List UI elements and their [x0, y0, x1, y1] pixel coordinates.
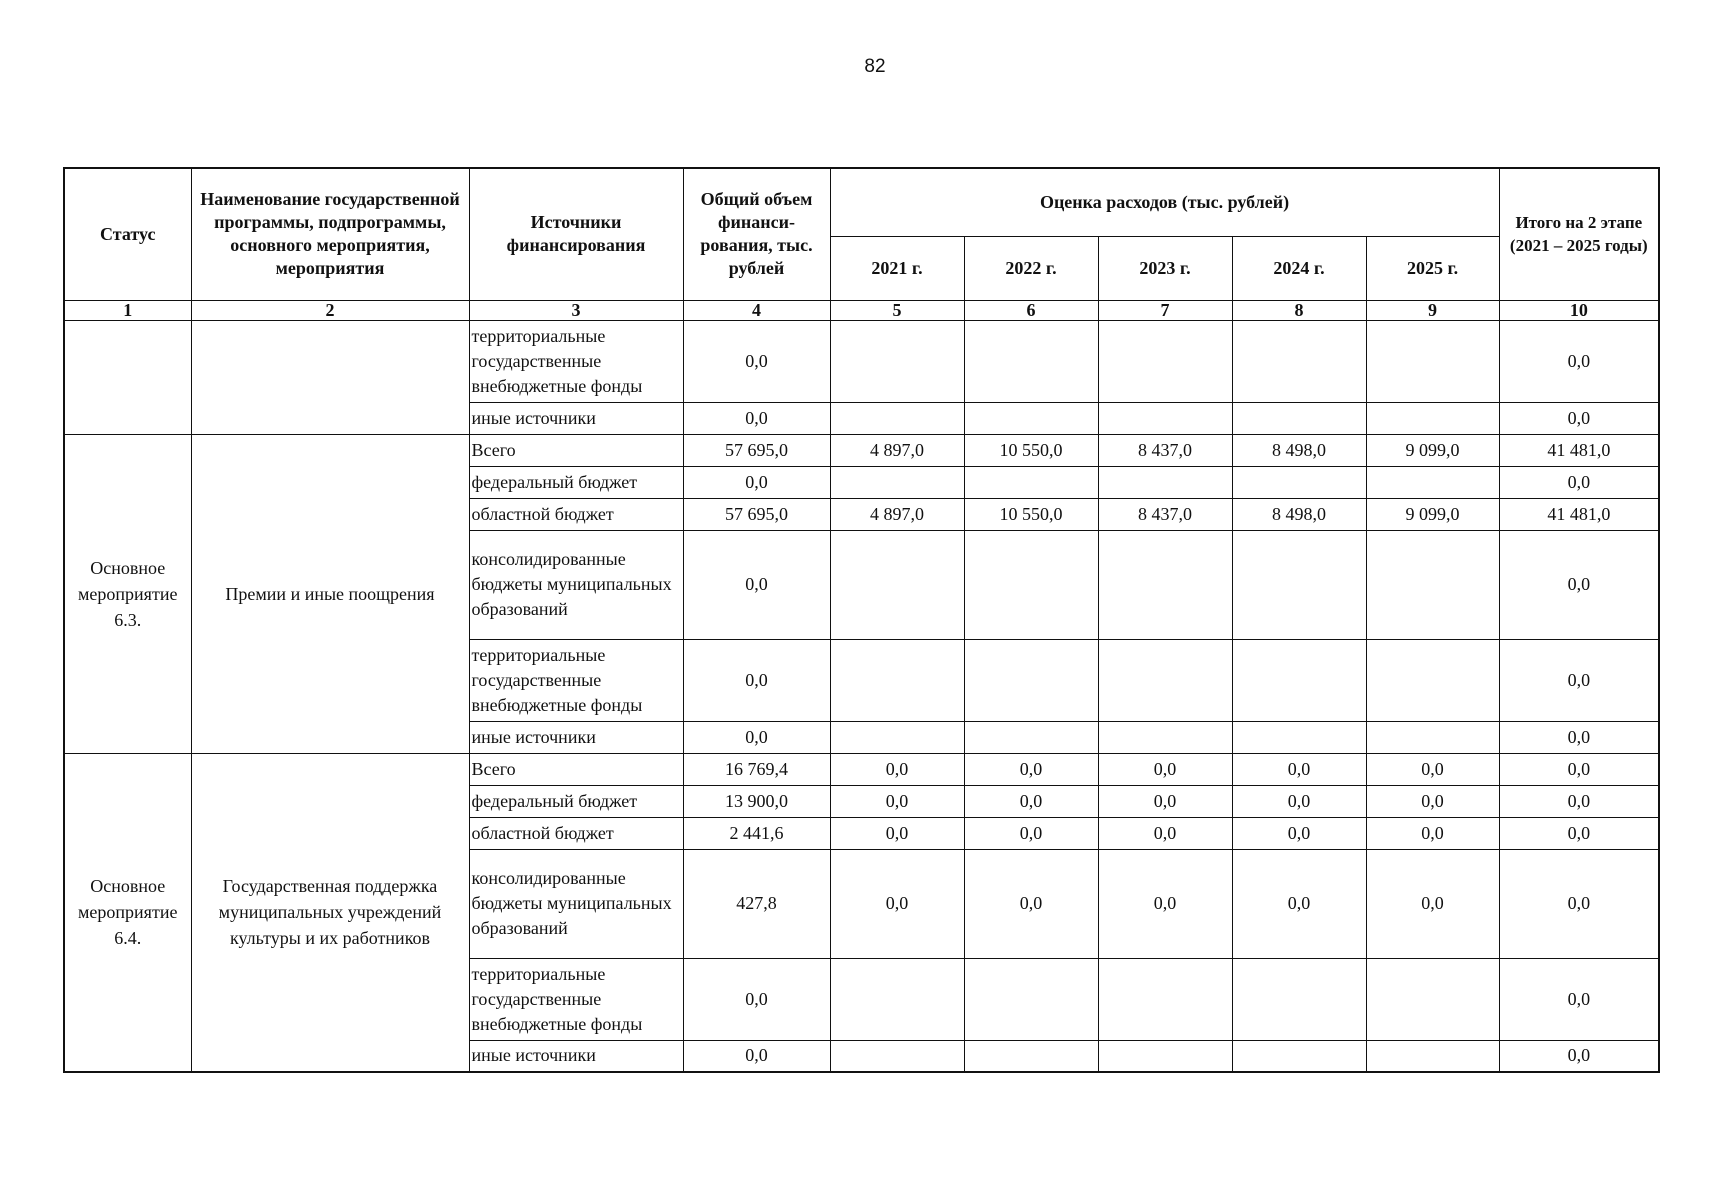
header-year: 2023 г.	[1098, 236, 1232, 300]
column-number: 8	[1232, 300, 1366, 320]
year-cell: 0,0	[964, 785, 1098, 817]
stage-total-cell: 0,0	[1499, 849, 1659, 958]
total-cell: 0,0	[683, 639, 830, 721]
total-cell: 57 695,0	[683, 434, 830, 466]
header-estimate: Оценка расходов (тыс. рублей)	[830, 168, 1499, 236]
year-cell	[964, 1040, 1098, 1072]
source-cell: Всего	[469, 753, 683, 785]
year-cell: 4 897,0	[830, 434, 964, 466]
header-status: Статус	[64, 168, 191, 300]
year-cell: 9 099,0	[1366, 498, 1499, 530]
year-cell: 0,0	[964, 817, 1098, 849]
year-cell	[1366, 402, 1499, 434]
year-cell: 0,0	[1232, 785, 1366, 817]
year-cell	[1366, 530, 1499, 639]
table-row	[64, 320, 1659, 402]
source-cell: иные источники	[469, 402, 683, 434]
year-cell: 0,0	[1098, 849, 1232, 958]
header-total: Общий объем финанси-рования, тыс. рублей	[683, 168, 830, 300]
year-cell	[1232, 1040, 1366, 1072]
year-cell	[830, 721, 964, 753]
year-cell: 0,0	[1098, 785, 1232, 817]
year-cell	[1098, 530, 1232, 639]
total-cell: 0,0	[683, 721, 830, 753]
year-cell	[1366, 639, 1499, 721]
year-cell	[830, 530, 964, 639]
year-cell	[964, 466, 1098, 498]
year-cell: 0,0	[1366, 785, 1499, 817]
year-cell: 8 437,0	[1098, 498, 1232, 530]
name-cell: Премии и иные поощрения	[191, 434, 469, 753]
header-year: 2025 г.	[1366, 236, 1499, 300]
column-number: 5	[830, 300, 964, 320]
year-cell	[964, 639, 1098, 721]
year-cell	[1232, 320, 1366, 402]
year-cell: 4 897,0	[830, 498, 964, 530]
stage-total-cell: 0,0	[1499, 753, 1659, 785]
total-cell: 0,0	[683, 466, 830, 498]
year-cell: 0,0	[1232, 817, 1366, 849]
total-cell: 427,8	[683, 849, 830, 958]
total-cell: 0,0	[683, 320, 830, 402]
year-cell	[1232, 402, 1366, 434]
stage-total-cell: 0,0	[1499, 1040, 1659, 1072]
header-year: 2024 г.	[1232, 236, 1366, 300]
header-stage-total: Итого на 2 этапе (2021 – 2025 годы)	[1499, 168, 1659, 300]
year-cell	[1098, 721, 1232, 753]
source-cell: консолидированные бюджеты муниципальных образований	[469, 530, 683, 639]
year-cell	[1098, 958, 1232, 1040]
year-cell: 8 437,0	[1098, 434, 1232, 466]
year-cell	[1098, 639, 1232, 721]
budget-table	[63, 167, 1660, 1073]
total-cell: 0,0	[683, 1040, 830, 1072]
year-cell	[830, 639, 964, 721]
source-cell: иные источники	[469, 1040, 683, 1072]
year-cell: 9 099,0	[1366, 434, 1499, 466]
name-cell-empty	[191, 320, 469, 434]
header-sources: Источники финансирования	[469, 168, 683, 300]
year-cell: 0,0	[1232, 849, 1366, 958]
year-cell: 0,0	[1366, 817, 1499, 849]
source-cell: территориальные государственные внебюджетные фонды	[469, 320, 683, 402]
status-cell-empty	[64, 320, 191, 434]
stage-total-cell: 41 481,0	[1499, 498, 1659, 530]
source-cell: иные источники	[469, 721, 683, 753]
column-number: 2	[191, 300, 469, 320]
year-cell	[964, 958, 1098, 1040]
year-cell	[830, 466, 964, 498]
year-cell	[1232, 958, 1366, 1040]
header-name: Наименование государственной программы, подпрограммы, основного мероприятия, мероприятия	[191, 168, 469, 300]
year-cell	[1098, 466, 1232, 498]
year-cell	[1232, 466, 1366, 498]
total-cell: 2 441,6	[683, 817, 830, 849]
column-number: 6	[964, 300, 1098, 320]
year-cell	[1232, 639, 1366, 721]
year-cell	[964, 721, 1098, 753]
total-cell: 16 769,4	[683, 753, 830, 785]
year-cell	[964, 402, 1098, 434]
stage-total-cell: 0,0	[1499, 402, 1659, 434]
table-row	[64, 753, 1659, 785]
stage-total-cell: 0,0	[1499, 639, 1659, 721]
stage-total-cell: 0,0	[1499, 817, 1659, 849]
column-number: 4	[683, 300, 830, 320]
year-cell: 0,0	[830, 785, 964, 817]
year-cell: 0,0	[1098, 753, 1232, 785]
source-cell: областной бюджет	[469, 817, 683, 849]
source-cell: территориальные государственные внебюджетные фонды	[469, 639, 683, 721]
year-cell: 0,0	[964, 753, 1098, 785]
source-cell: Всего	[469, 434, 683, 466]
table-row	[64, 434, 1659, 466]
year-cell: 0,0	[830, 817, 964, 849]
source-cell: консолидированные бюджеты муниципальных образований	[469, 849, 683, 958]
page-number: 82	[864, 56, 886, 77]
year-cell	[830, 320, 964, 402]
total-cell: 13 900,0	[683, 785, 830, 817]
year-cell	[1366, 320, 1499, 402]
year-cell: 0,0	[1366, 849, 1499, 958]
year-cell	[964, 530, 1098, 639]
year-cell: 8 498,0	[1232, 434, 1366, 466]
total-cell: 0,0	[683, 530, 830, 639]
year-cell	[1366, 466, 1499, 498]
source-cell: территориальные государственные внебюджетные фонды	[469, 958, 683, 1040]
source-cell: областной бюджет	[469, 498, 683, 530]
year-cell	[830, 958, 964, 1040]
total-cell: 0,0	[683, 958, 830, 1040]
year-cell: 10 550,0	[964, 498, 1098, 530]
source-cell: федеральный бюджет	[469, 785, 683, 817]
year-cell	[1098, 402, 1232, 434]
year-cell: 0,0	[830, 753, 964, 785]
table-body	[64, 320, 1659, 1072]
year-cell: 0,0	[1366, 753, 1499, 785]
year-cell: 0,0	[1232, 753, 1366, 785]
stage-total-cell: 0,0	[1499, 721, 1659, 753]
header-year: 2022 г.	[964, 236, 1098, 300]
year-cell	[1366, 958, 1499, 1040]
total-cell: 57 695,0	[683, 498, 830, 530]
column-number: 7	[1098, 300, 1232, 320]
year-cell: 0,0	[1098, 817, 1232, 849]
year-cell	[1098, 1040, 1232, 1072]
year-cell	[964, 320, 1098, 402]
column-number: 3	[469, 300, 683, 320]
stage-total-cell: 0,0	[1499, 530, 1659, 639]
stage-total-cell: 0,0	[1499, 785, 1659, 817]
year-cell: 0,0	[964, 849, 1098, 958]
name-cell: Государственная поддержка муниципальных учреждений культуры и их работников	[191, 753, 469, 1072]
source-cell: федеральный бюджет	[469, 466, 683, 498]
stage-total-cell: 41 481,0	[1499, 434, 1659, 466]
year-cell: 8 498,0	[1232, 498, 1366, 530]
stage-total-cell: 0,0	[1499, 466, 1659, 498]
column-number: 10	[1499, 300, 1659, 320]
column-number: 9	[1366, 300, 1499, 320]
total-cell: 0,0	[683, 402, 830, 434]
stage-total-cell: 0,0	[1499, 320, 1659, 402]
year-cell	[1098, 320, 1232, 402]
year-cell: 0,0	[830, 849, 964, 958]
year-cell	[1232, 721, 1366, 753]
year-cell	[1366, 1040, 1499, 1072]
year-cell: 10 550,0	[964, 434, 1098, 466]
year-cell	[830, 1040, 964, 1072]
status-cell: Основное мероприятие 6.3.	[64, 434, 191, 753]
year-cell	[1366, 721, 1499, 753]
table-header	[64, 168, 1659, 320]
year-cell	[830, 402, 964, 434]
year-cell	[1232, 530, 1366, 639]
column-number-row	[64, 300, 1659, 320]
header-year: 2021 г.	[830, 236, 964, 300]
column-number: 1	[64, 300, 191, 320]
stage-total-cell: 0,0	[1499, 958, 1659, 1040]
status-cell: Основное мероприятие 6.4.	[64, 753, 191, 1072]
